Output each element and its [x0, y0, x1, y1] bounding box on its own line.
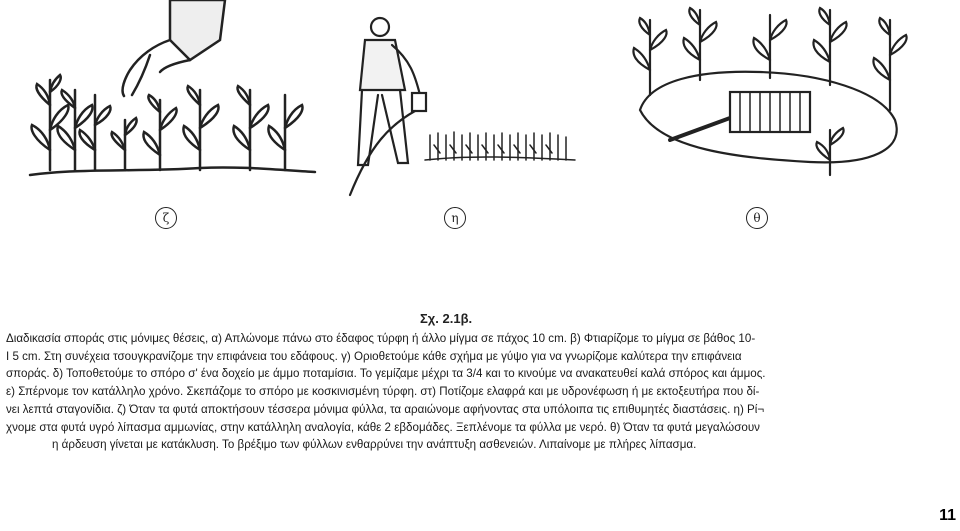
figure-caption: Σχ. 2.1β. — [420, 311, 473, 326]
text-line: Ι 5 cm. Στη συνέχεια τσουγκρανίζομε την επιφάνεια του εδάφους. γ) Οριοθετούμε κάθε σχήμα με γύψο για να γνωρίζομε καλύτερα την επιφάνεια — [6, 349, 742, 363]
panel-eta-illustration — [320, 15, 590, 205]
body-text — [6, 330, 956, 454]
text-line: η άρδευση γίνεται με κατάκλυση. Το βρέξιμο των φύλλων ενθαρρύνει την ανάπτυξη ασθενειών. Λιπαίνομε με πλήρες λίπασμα. — [52, 438, 697, 452]
text-line: Διαδικασία σποράς στις μόνιμες θέσεις, α) Απλώνομε πάνω στο έδαφος τύρφη ή άλλο μίγμα σε πάχος 10 cm. β) Φτιαρίζομε το μίγμα σε βάθος 10- — [6, 332, 756, 345]
page-number: 11 — [939, 507, 956, 524]
text-line: χνομε στα φυτά υγρό λίπασμα αμμωνίας, στην κατάλληλη αναλογία, κάθε 2 εβδομάδες. Ξεπλένομε τα φύλλα με νερό. θ) Όταν τα φυτά μεγαλώσουν — [6, 420, 760, 434]
panel-theta-illustration — [620, 0, 940, 190]
text-line: σποράς. δ) Τοποθετούμε το σπόρο σ' ένα δοχείο με άμμο ποταμίσια. Το γεμίζαμε μέχρι τα 3/4 και το κινούμε να ανακατευθεί καλά σπόρος και άμμος. — [6, 367, 766, 381]
text-line: νει λεπτά σταγονίδια. ζ) Όταν τα φυτά αποκτήσουν τέσσερα μόνιμα φύλλα, τα αραιώνομε αφήνοντας στα υπόλοιπα τις επιθυμητές διαστάσεις. η) Ρί¬ — [6, 402, 765, 416]
panel-zeta-illustration — [20, 0, 320, 200]
text-line: ε) Σπέρνομε τον κατάλληλο χρόνο. Σκεπάζομε το σπόρο με κοσκινισμένη τύρφη. στ) Ποτίζομε ελαφρά και με υδρονέφωση ή με εκτοξευτήρα που δί- — [6, 385, 760, 399]
panel-label-eta: η — [444, 207, 466, 229]
panel-label-theta: θ — [746, 207, 768, 229]
panel-label-zeta: ζ — [155, 207, 177, 229]
